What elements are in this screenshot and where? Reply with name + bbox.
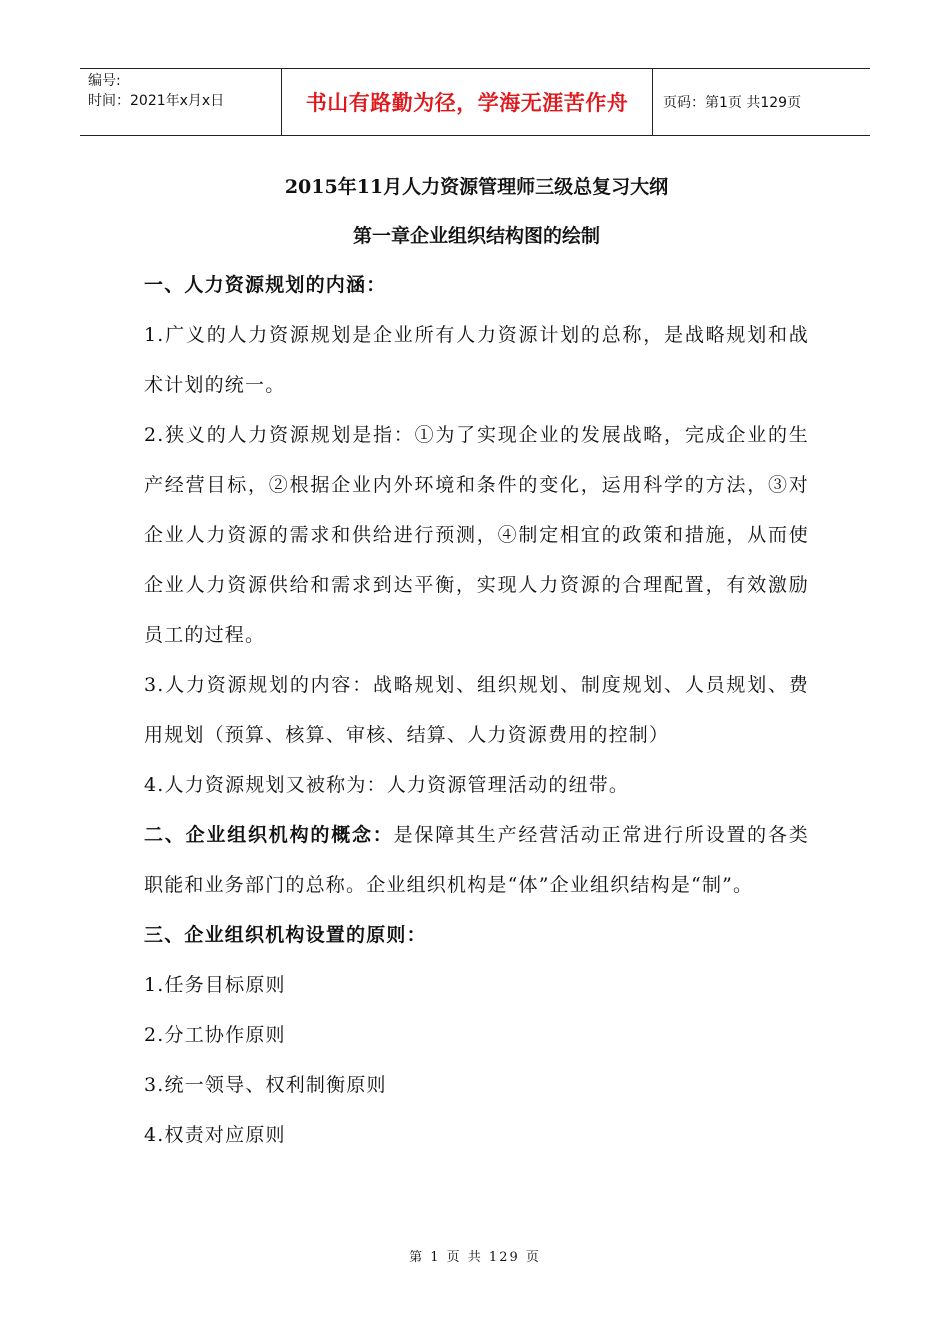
header-meta bbox=[80, 69, 282, 135]
page-header bbox=[80, 68, 870, 136]
paragraph-4: 4.人力资源规划又被称为：人力资源管理活动的纽带。 bbox=[144, 774, 630, 796]
list-item: 1.任务目标原则 bbox=[144, 974, 286, 996]
paragraph-3: 3.人力资源规划的内容：战略规划、组织规划、制度规划、人员规划、费用规划（预算、核算、审核、结算、人力资源费用的控制） bbox=[144, 674, 809, 746]
list-item: 2.分工协作原则 bbox=[144, 1024, 286, 1046]
header-page-cell bbox=[653, 69, 870, 135]
paragraph-1: 1.广义的人力资源规划是企业所有人力资源计划的总称，是战略规划和战术计划的统一。 bbox=[144, 324, 809, 396]
section-2 bbox=[144, 810, 809, 910]
section-heading-2: 二、企业组织机构的概念： bbox=[144, 824, 394, 846]
section-2-body: 是保障其生产经营活动正常进行所设置的各类职能和业务部门的总称。企业组织机构是“体”企业组织结构是“制”。 bbox=[144, 824, 809, 896]
motto: 书山有路勤为径，学海无涯苦作舟 bbox=[305, 91, 629, 115]
time-label: 时间：2021年x月x日 bbox=[88, 93, 225, 109]
page-info: 页码：第1页 共129页 bbox=[663, 95, 802, 111]
list-item: 3.统一领导、权利制衡原则 bbox=[144, 1074, 387, 1096]
list-item: 4.权责对应原则 bbox=[144, 1124, 286, 1146]
header-motto-cell bbox=[282, 69, 653, 135]
section-heading-1: 一、人力资源规划的内涵： bbox=[144, 274, 387, 296]
number-label: 编号: bbox=[88, 73, 121, 89]
page-footer: 第 1 页 共 129 页 bbox=[409, 1250, 541, 1265]
document-title: 2015年11月人力资源管理师三级总复习大纲 bbox=[284, 176, 669, 198]
chapter-title: 第一章企业组织结构图的绘制 bbox=[352, 225, 600, 247]
paragraph-2: 2.狭义的人力资源规划是指：①为了实现企业的发展战略，完成企业的生产经营目标，②根据企业内外环境和条件的变化，运用科学的方法，③对企业人力资源的需求和供给进行预测，④制定相宜的政策和措施，从而使企业人力资源供给和需求到达平衡，实现人力资源的合理配置，有效激励员工的过程。 bbox=[144, 424, 809, 646]
section-heading-3: 三、企业组织机构设置的原则： bbox=[144, 924, 427, 946]
document-body bbox=[144, 162, 809, 1160]
